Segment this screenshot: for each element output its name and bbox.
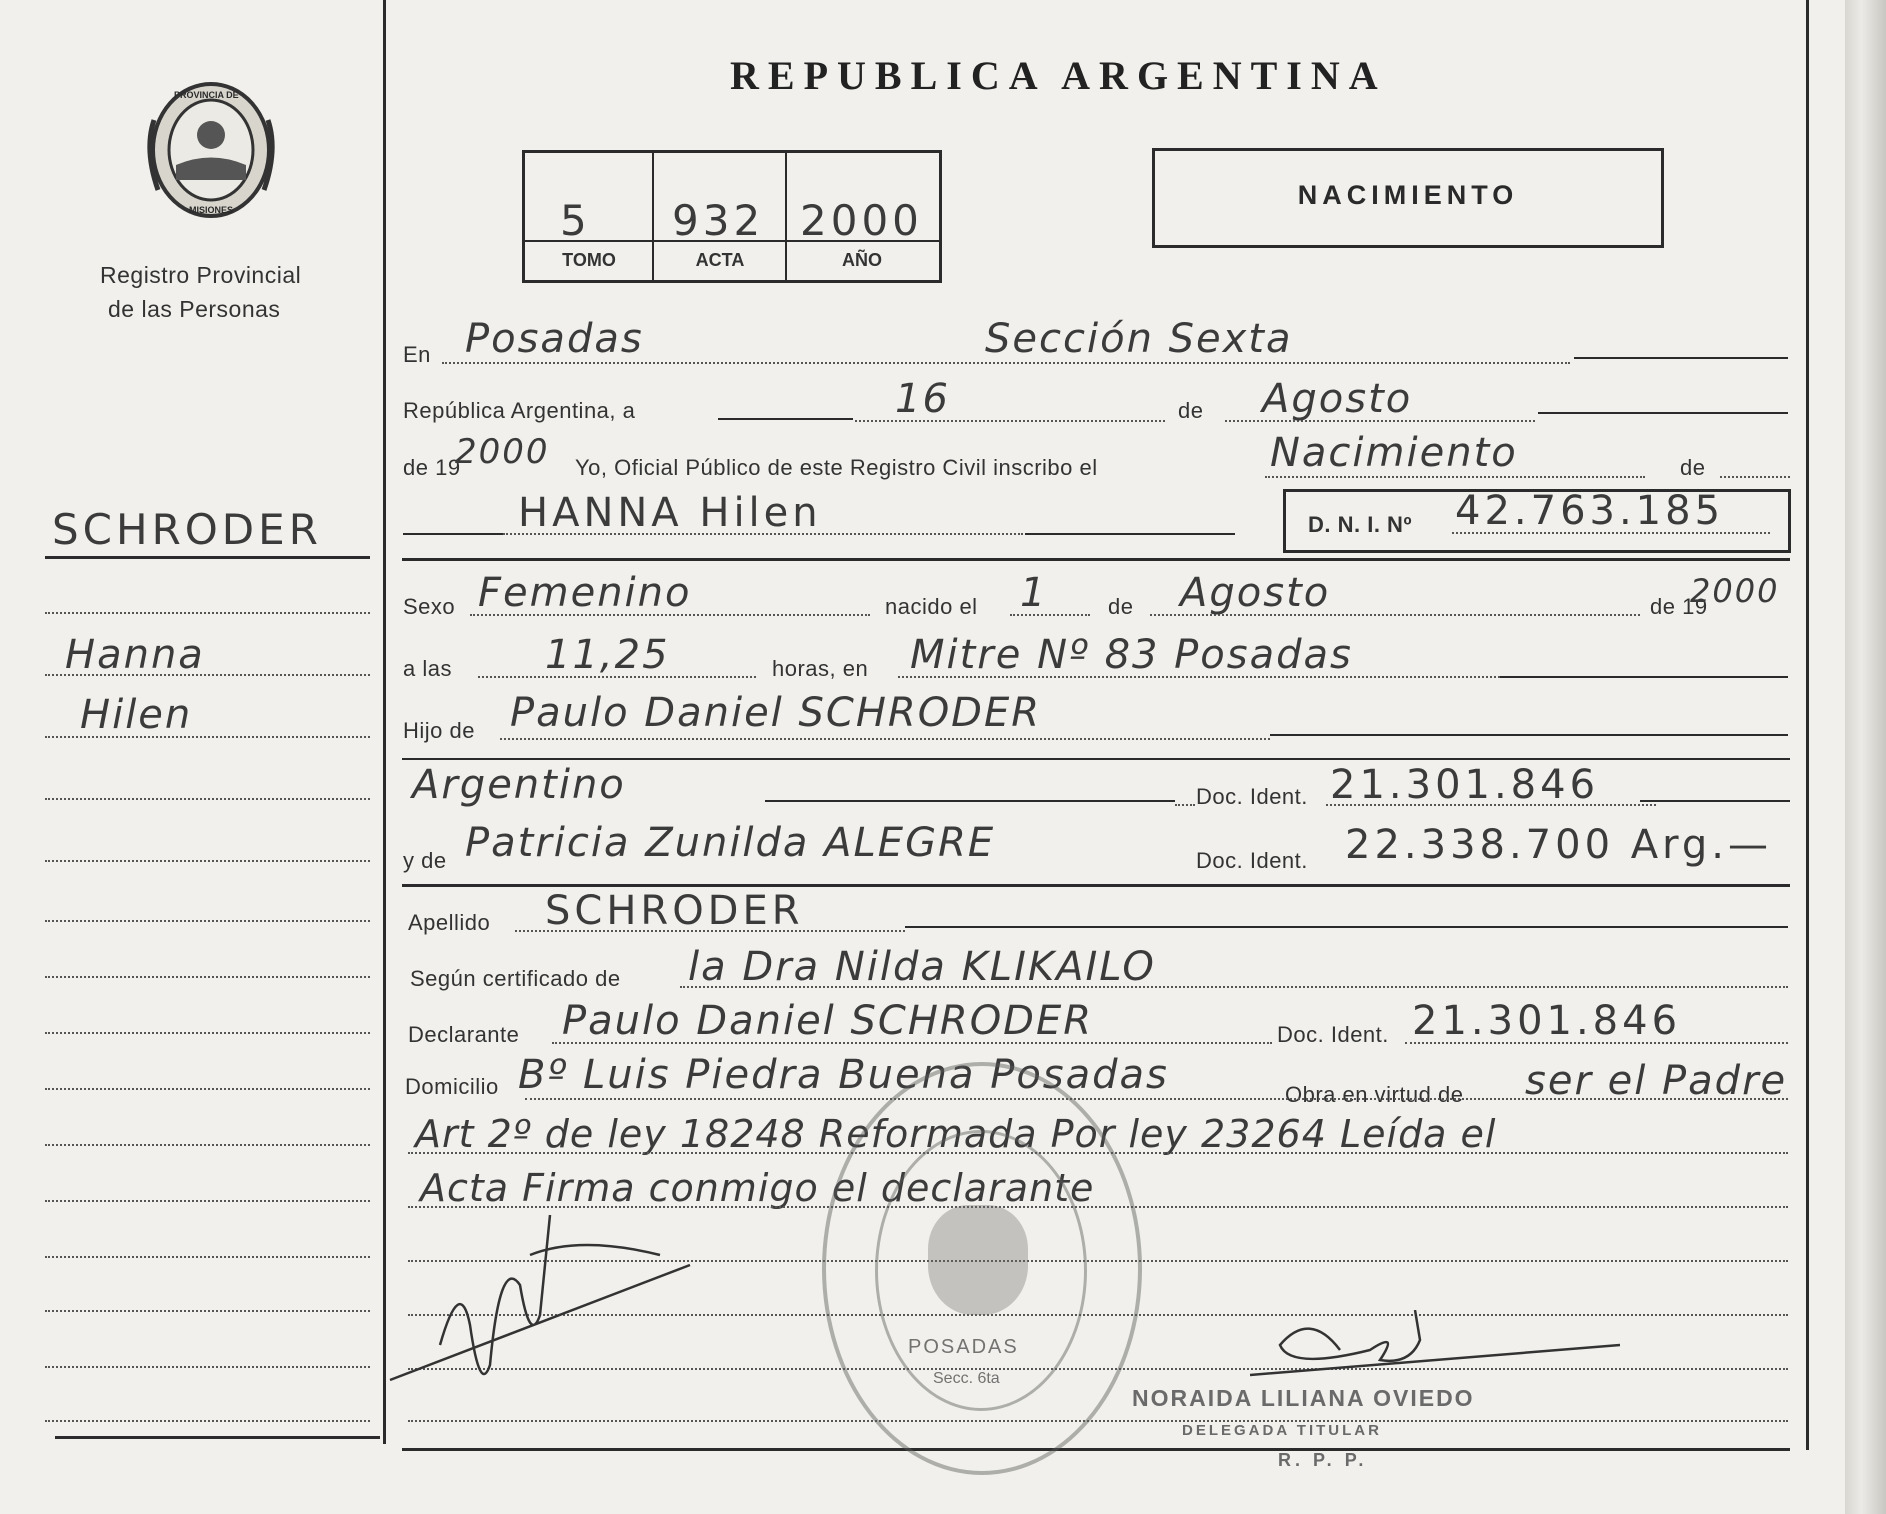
page-title: REPUBLICA ARGENTINA	[730, 53, 1387, 98]
de-label: de	[1178, 398, 1204, 423]
doc-label: Doc. Ident.	[1196, 784, 1308, 809]
seccion-value: Sección Sexta	[985, 316, 1293, 362]
province-seal	[144, 80, 278, 230]
nac-month: Agosto	[1180, 570, 1331, 616]
margin-rule	[45, 556, 370, 559]
margin-surname: SCHRODER	[52, 505, 322, 554]
certificado-value: la Dra Nilda KLIKAILO	[688, 944, 1156, 990]
segun-label: Según certificado de	[410, 966, 621, 991]
doc2-label: Doc. Ident.	[1196, 848, 1308, 873]
yde-label: y de	[403, 848, 447, 873]
tomo-value: 5	[560, 196, 591, 245]
madre-doc: 22.338.700 Arg.—	[1345, 822, 1772, 868]
horas-label: horas, en	[772, 656, 869, 681]
page-edge	[1845, 0, 1886, 1514]
dni-label: D. N. I. Nº	[1308, 512, 1412, 537]
year-value: 2000	[455, 432, 550, 472]
nac-year: 2000	[1690, 572, 1780, 610]
right-border	[1806, 0, 1809, 1450]
month-value: Agosto	[1262, 376, 1413, 422]
tomo-label: TOMO	[562, 250, 616, 270]
margin-bottom-rule	[55, 1436, 380, 1439]
padre-value: Paulo Daniel SCHRODER	[510, 690, 1042, 736]
obra-value: ser el Padre	[1525, 1058, 1788, 1104]
en-label: En	[403, 342, 431, 367]
ano-value: 2000	[800, 196, 923, 245]
stamp-section: Secc. 6ta	[933, 1370, 1000, 1387]
official-org: R. P. P.	[1278, 1450, 1368, 1470]
domicilio-label: Domicilio	[405, 1074, 499, 1099]
acta-label: ACTA	[695, 250, 745, 270]
margin-given-1: Hanna	[65, 632, 205, 678]
padre-nacionalidad: Argentino	[412, 762, 626, 808]
record-type: NACIMIENTO	[1297, 180, 1519, 210]
obra-label: Obra en virtud de	[1285, 1082, 1464, 1107]
hijo-label: Hijo de	[403, 718, 475, 743]
declarante-value: Paulo Daniel SCHRODER	[562, 998, 1094, 1044]
declarant-signature	[1250, 1310, 1630, 1390]
madre-value: Patricia Zunilda ALEGRE	[465, 820, 996, 866]
extra-line-2: Acta Firma conmigo el declarante	[420, 1166, 1095, 1210]
seal-bottom-text: MISIONES	[189, 205, 234, 215]
nombre-value: HANNA Hilen	[518, 490, 822, 536]
stamp-emblem	[928, 1205, 1028, 1315]
de2-label: de	[1680, 455, 1706, 480]
padre-doc: 21.301.846	[1330, 762, 1600, 808]
ano-label: AÑO	[842, 250, 882, 270]
de19-label: de 19	[403, 455, 461, 480]
official-name: NORAIDA LILIANA OVIEDO	[1132, 1385, 1475, 1411]
declarante-label: Declarante	[408, 1022, 520, 1047]
acto-value: Nacimiento	[1270, 430, 1518, 476]
registry-name-line2: de las Personas	[108, 296, 281, 322]
registry-name-line1: Registro Provincial	[100, 262, 302, 288]
de3-label: de	[1108, 594, 1134, 619]
stamp-city: POSADAS	[908, 1336, 1019, 1358]
de19b-label: de 19	[1650, 594, 1708, 619]
sexo-label: Sexo	[403, 594, 456, 619]
lugar-value: Mitre Nº 83 Posadas	[910, 632, 1353, 678]
dni-value: 42.763.185	[1455, 488, 1725, 534]
nac-day: 1	[1020, 570, 1048, 616]
republica-label: República Argentina, a	[403, 398, 636, 423]
nacido-label: nacido el	[885, 594, 978, 619]
apellido-value: SCHRODER	[545, 888, 804, 934]
margin-given-2: Hilen	[80, 692, 193, 738]
domicilio-value: Bº Luis Piedra Buena Posadas	[518, 1052, 1169, 1098]
sexo-value: Femenino	[478, 570, 692, 616]
hora-value: 11,25	[545, 632, 670, 678]
day-value: 16	[895, 376, 950, 422]
form-bottom-rule	[402, 1448, 1790, 1451]
alas-label: a las	[403, 656, 452, 681]
official-role: DELEGADA TITULAR	[1182, 1422, 1382, 1439]
acta-value: 932	[672, 196, 765, 245]
en-value: Posadas	[465, 316, 644, 362]
apellido-label: Apellido	[408, 910, 491, 935]
oficial-label: Yo, Oficial Público de este Registro Civil inscribo el	[575, 455, 1098, 480]
declarante-doc: 21.301.846	[1412, 998, 1682, 1044]
extra-line-1: Art 2º de ley 18248 Reformada Por ley 23264 Leída el	[415, 1112, 1497, 1156]
record-box-divider-2	[785, 150, 787, 280]
doc3-label: Doc. Ident.	[1277, 1022, 1389, 1047]
seal-top-text: PROVINCIA DE	[174, 90, 239, 100]
registrar-signature	[380, 1195, 710, 1410]
